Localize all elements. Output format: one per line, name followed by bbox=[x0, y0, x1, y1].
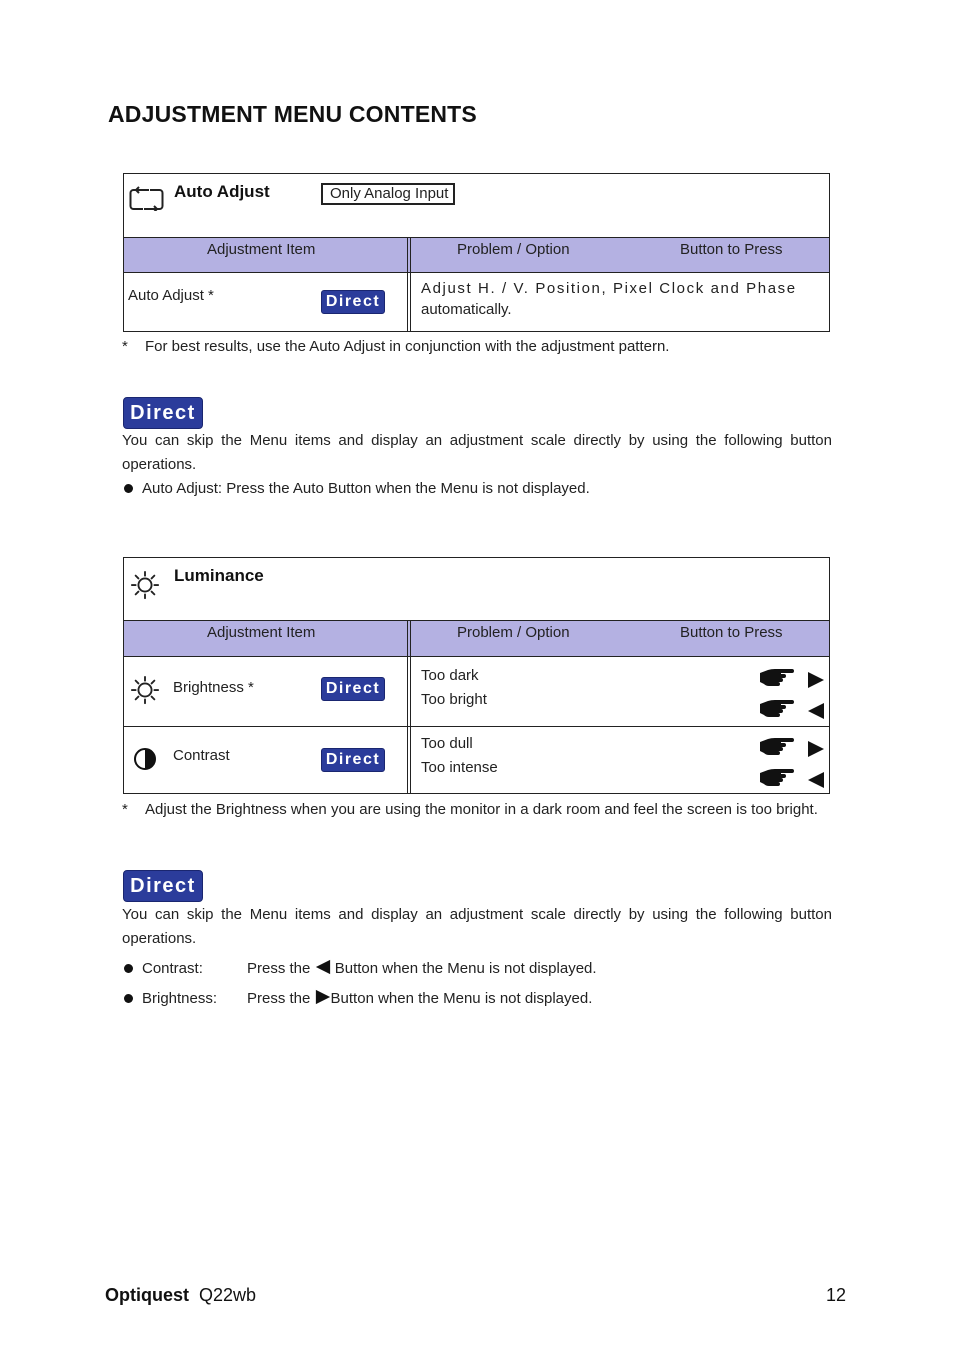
triangle-left-icon bbox=[807, 771, 825, 789]
brightness-footnote: Adjust the Brightness when you are using the monitor in a dark room and feel the screen is too bright. bbox=[145, 801, 818, 818]
contrast-icon bbox=[133, 747, 157, 771]
instruction-suffix: Button when the Menu is not displayed. bbox=[330, 990, 593, 1007]
luminance-table bbox=[123, 557, 830, 794]
brightness-text: Brightness bbox=[173, 679, 244, 696]
contrast-label: Contrast bbox=[173, 747, 230, 764]
brightness-row bbox=[124, 657, 829, 727]
instruction-suffix: Button when the Menu is not displayed. bbox=[334, 960, 597, 977]
contrast-option-too-dull: Too dull bbox=[421, 735, 473, 752]
auto-adjust-row bbox=[124, 273, 829, 331]
direct-explanation: You can skip the Menu items and display an adjustment scale directly by using the following button operations. bbox=[122, 906, 832, 947]
brightness-label bbox=[173, 679, 254, 696]
col-adjustment-item: Adjustment Item bbox=[207, 241, 316, 258]
sun-icon bbox=[130, 675, 160, 705]
auto-adjust-heading: Auto Adjust bbox=[174, 182, 270, 201]
col-problem-option: Problem / Option bbox=[457, 624, 570, 641]
sun-icon bbox=[130, 570, 160, 600]
direct-badge: Direct bbox=[321, 677, 385, 701]
direct-heading-badge: Direct bbox=[123, 870, 203, 902]
footer-product bbox=[105, 1285, 256, 1306]
luminance-header bbox=[124, 558, 829, 621]
auto-adjust-direct-instruction: Auto Adjust: Press the Auto Button when the Menu is not displayed. bbox=[142, 480, 590, 497]
column-divider bbox=[407, 273, 411, 331]
analog-input-badge: Only Analog Input bbox=[321, 183, 455, 205]
auto-adjust-desc-line1: Adjust H. / V. Position, Pixel Clock and Phase bbox=[421, 280, 797, 297]
auto-adjust-item-label: Auto Adjust * bbox=[128, 287, 214, 304]
triangle-left-icon bbox=[315, 959, 331, 975]
direct-heading-badge: Direct bbox=[123, 397, 203, 429]
button-group bbox=[759, 696, 825, 725]
bullet-dot bbox=[124, 964, 133, 973]
triangle-right-icon bbox=[807, 740, 825, 758]
brightness-option-too-dark: Too dark bbox=[421, 667, 479, 684]
footer-brand: Optiquest bbox=[105, 1285, 189, 1305]
triangle-right-icon bbox=[807, 671, 825, 689]
luminance-heading: Luminance bbox=[174, 566, 264, 585]
button-group bbox=[759, 765, 825, 794]
col-button-to-press: Button to Press bbox=[680, 241, 783, 258]
brightness-footnote-mark: * bbox=[248, 679, 254, 696]
pointing-hand-icon bbox=[759, 765, 795, 789]
bullet-dot bbox=[124, 994, 133, 1003]
button-group bbox=[759, 665, 825, 694]
col-button-to-press: Button to Press bbox=[680, 624, 783, 641]
luminance-column-header bbox=[124, 621, 829, 657]
column-divider bbox=[407, 657, 411, 726]
auto-adjust-header bbox=[124, 174, 829, 238]
footnote-mark: * bbox=[122, 338, 128, 355]
contrast-row bbox=[124, 727, 829, 793]
bullet-dot bbox=[124, 484, 133, 493]
footer-model: Q22wb bbox=[199, 1285, 257, 1305]
triangle-right-icon bbox=[315, 989, 331, 1005]
direct-explanation: You can skip the Menu items and display an adjustment scale directly by using the following button operations. bbox=[122, 432, 832, 473]
button-group bbox=[759, 734, 825, 763]
column-divider bbox=[407, 727, 411, 793]
instruction-prefix: Press the bbox=[247, 990, 311, 1007]
pointing-hand-icon bbox=[759, 665, 795, 689]
column-divider bbox=[407, 621, 411, 656]
direct-badge: Direct bbox=[321, 748, 385, 772]
instruction-prefix: Press the bbox=[247, 960, 311, 977]
auto-adjust-desc-line2: automatically. bbox=[421, 301, 512, 318]
page-number: 12 bbox=[826, 1285, 847, 1305]
contrast-direct-instruction bbox=[247, 957, 597, 981]
triangle-left-icon bbox=[807, 702, 825, 720]
footnote-mark: * bbox=[122, 801, 128, 818]
contrast-option-too-intense: Too intense bbox=[421, 759, 498, 776]
col-problem-option: Problem / Option bbox=[457, 241, 570, 258]
auto-column-header bbox=[124, 238, 829, 273]
pointing-hand-icon bbox=[759, 734, 795, 758]
auto-adjust-icon bbox=[129, 185, 164, 211]
pointing-hand-icon bbox=[759, 696, 795, 720]
column-divider bbox=[407, 238, 411, 272]
auto-adjust-table bbox=[123, 173, 830, 332]
auto-adjust-footnote: For best results, use the Auto Adjust in conjunction with the adjustment pattern. bbox=[145, 338, 670, 355]
direct-badge: Direct bbox=[321, 290, 385, 314]
brightness-direct-instruction bbox=[247, 987, 592, 1011]
brightness-direct-label: Brightness: bbox=[142, 990, 218, 1007]
brightness-option-too-bright: Too bright bbox=[421, 691, 487, 708]
page-title: ADJUSTMENT MENU CONTENTS bbox=[108, 101, 477, 127]
col-adjustment-item: Adjustment Item bbox=[207, 624, 316, 641]
contrast-direct-label: Contrast: bbox=[142, 960, 203, 977]
